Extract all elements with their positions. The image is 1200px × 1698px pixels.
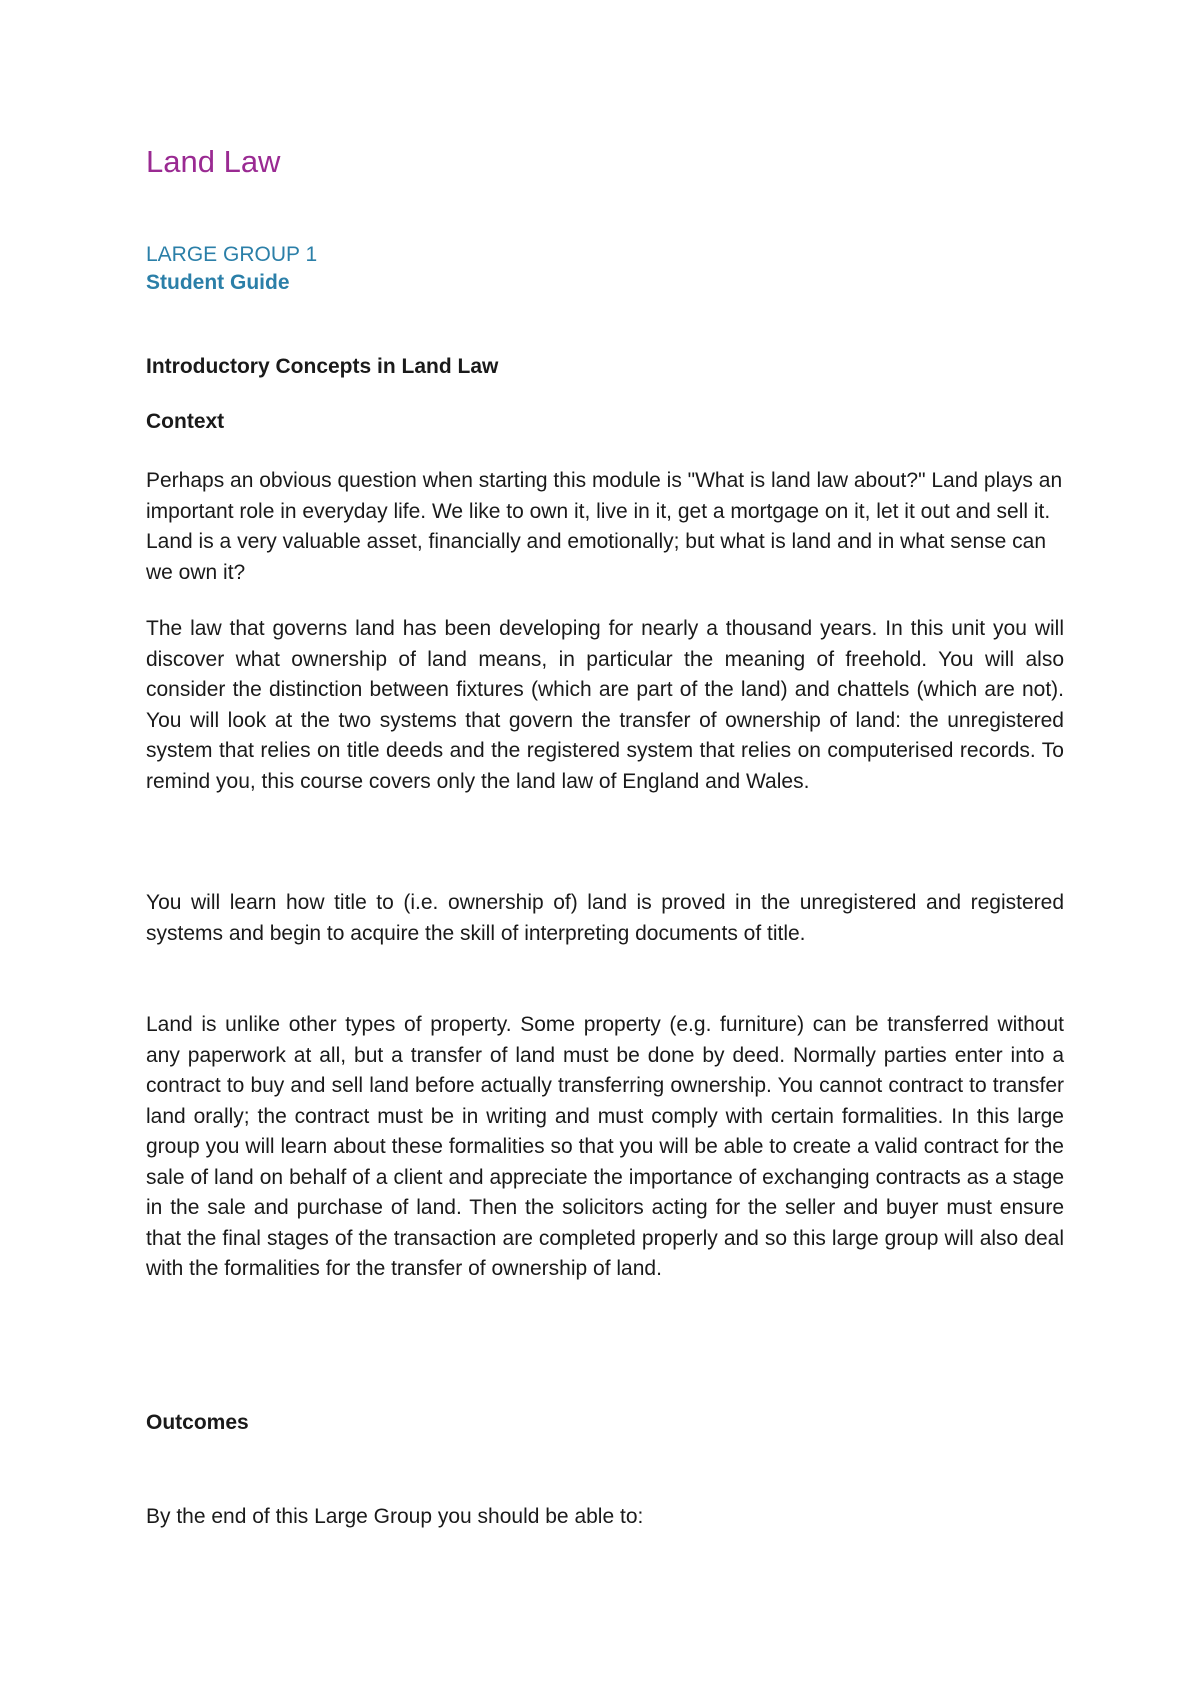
student-guide-label: Student Guide <box>146 271 290 294</box>
context-paragraph-4: Land is unlike other types of property. Some property (e.g. furniture) can be transferred without any paperwork at all, but a transfer of land must be done by deed. Normally parties enter into a contract to buy and sell land before actually transferring ownership. You cannot contract to transfer land orally; the contract must be in writing and must comply with certain formalities. In this large group you will learn about these formalities so that you will be able to create a valid contract for the sale of land on behalf of a client and appreciate the importance of exchanging contracts as a stage in the sale and purchase of land. Then the solicitors acting for the seller and buyer must ensure that the final stages of the transaction are completed properly and so this large group will also deal with the formalities for the transfer of ownership of land. <box>146 1013 1064 1280</box>
outcomes-heading: Outcomes <box>146 1411 249 1434</box>
large-group-label: LARGE GROUP 1 <box>146 243 318 266</box>
context-paragraph-2: The law that governs land has been developing for nearly a thousand years. In this unit you will discover what ownership of land means, in particular the meaning of freehold. You will also consider the distinction between fixtures (which are part of the land) and chattels (which are not). You will look at the two systems that govern the transfer of ownership of land: the unregistered system that relies on title deeds and the registered system that relies on computerised records. To remind you, this course covers only the land law of England and Wales. <box>146 617 1064 793</box>
context-heading: Context <box>146 410 225 433</box>
outcomes-intro: By the end of this Large Group you should be able to: <box>146 1505 644 1528</box>
document-title: Land Law <box>146 144 281 179</box>
section-title: Introductory Concepts in Land Law <box>146 355 499 378</box>
context-paragraph-1: Perhaps an obvious question when starting this module is "What is land law about?" Land plays an important role in everyday life. We like to own it, live in it, get a mortgage on it, let it out and sell it. Land is a very valuable asset, financially and emotionally; but what is land and in what sense can we own it? <box>146 469 1063 584</box>
context-paragraph-3: You will learn how title to (i.e. ownership of) land is proved in the unregistered and registered systems and begin to acquire the skill of interpreting documents of title. <box>146 891 1064 945</box>
